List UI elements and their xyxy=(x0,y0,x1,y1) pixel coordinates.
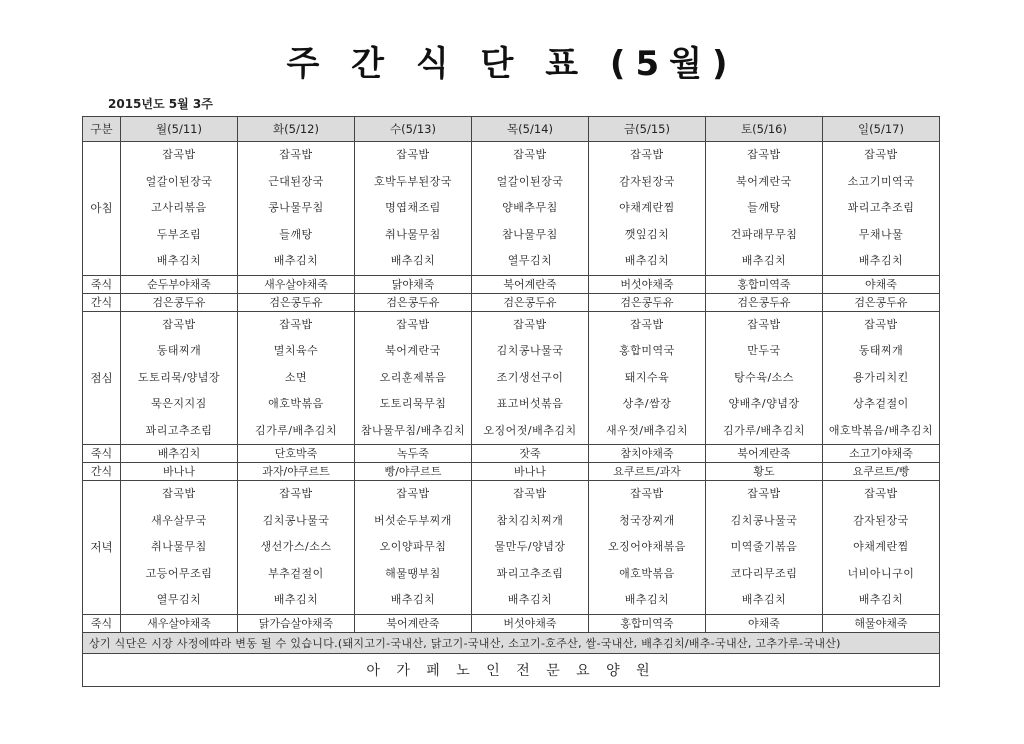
menu-item: 애호박볶음 xyxy=(619,566,675,580)
porridge-cell: 배추김치 xyxy=(121,445,238,463)
porridge-cell: 닭가슴살야채죽 xyxy=(238,614,355,632)
menu-item: 잡곡밥 xyxy=(279,487,313,500)
menu-cell xyxy=(589,481,706,615)
menu-cell xyxy=(355,481,472,615)
menu-item: 들깨탕 xyxy=(279,227,313,241)
snack-cell: 검은콩두유 xyxy=(589,293,706,311)
porridge-cell: 순두부야채죽 xyxy=(121,275,238,293)
menu-item: 해물땡부침 xyxy=(385,566,441,580)
menu-cell xyxy=(472,142,589,276)
menu-item: 도토리묵무침 xyxy=(379,397,447,410)
menu-item: 얼갈이된장국 xyxy=(145,174,213,188)
organization-row xyxy=(83,653,940,686)
menu-item: 배추김치 xyxy=(741,254,787,267)
menu-item: 상추/쌈장 xyxy=(622,397,672,410)
menu-item: 잡곡밥 xyxy=(864,487,898,500)
menu-item: 홍합미역국 xyxy=(619,344,675,357)
footnote: 상기 식단은 시장 사정에따라 변동 될 수 있습니다.(돼지고기-국내산, 닭고기-국내산, 소고기-호주산, 쌀-국내산, 배추김치/배추-국내산, 고추가루-국내산) xyxy=(83,632,940,653)
lunch-row xyxy=(83,311,940,445)
menu-item: 꽈리고추조림 xyxy=(496,566,564,580)
snack-cell: 빵/야쿠르트 xyxy=(355,463,472,481)
menu-item: 잡곡밥 xyxy=(630,148,664,161)
menu-item: 잡곡밥 xyxy=(162,148,196,161)
snack-cell: 검은콩두유 xyxy=(238,293,355,311)
menu-item: 두부조림 xyxy=(156,227,202,241)
porridge-cell: 닭야채죽 xyxy=(355,275,472,293)
menu-item: 배추김치 xyxy=(858,254,904,267)
menu-item: 취나물무침 xyxy=(385,227,441,241)
menu-item: 애호박볶음 xyxy=(268,397,324,410)
menu-item: 멸치육수 xyxy=(273,344,319,357)
menu-item: 버섯순두부찌개 xyxy=(374,513,452,527)
menu-item: 꽈리고추조림 xyxy=(145,423,213,437)
snack-cell: 황도 xyxy=(706,463,823,481)
menu-cell xyxy=(238,311,355,445)
menu-item: 잡곡밥 xyxy=(513,487,547,500)
porridge-cell: 북어계란죽 xyxy=(355,614,472,632)
menu-item: 잡곡밥 xyxy=(396,317,430,331)
menu-item: 잡곡밥 xyxy=(747,487,781,500)
menu-item: 만두국 xyxy=(747,344,781,357)
snack-cell: 검은콩두유 xyxy=(121,293,238,311)
menu-item: 잡곡밥 xyxy=(630,487,664,500)
menu-item: 참나물무침 xyxy=(502,227,558,241)
snack-cell: 검은콩두유 xyxy=(823,293,940,311)
weekly-menu-table xyxy=(82,116,940,687)
menu-item: 배추김치 xyxy=(507,593,553,606)
porridge-cell: 버섯야채죽 xyxy=(589,275,706,293)
day-header: 수(5/13) xyxy=(355,117,472,142)
menu-item: 열무김치 xyxy=(507,254,553,267)
category-header: 구분 xyxy=(83,117,121,142)
menu-item: 배추김치 xyxy=(624,593,670,606)
menu-item: 고사리볶음 xyxy=(151,201,207,214)
menu-item: 잡곡밥 xyxy=(513,317,547,331)
menu-item: 참치김치찌개 xyxy=(496,513,564,527)
menu-item: 용가리치킨 xyxy=(853,370,909,384)
menu-item: 무채나물 xyxy=(858,227,904,241)
menu-item: 생선가스/소스 xyxy=(260,540,332,553)
menu-item: 잡곡밥 xyxy=(162,317,196,331)
menu-item: 잡곡밥 xyxy=(396,148,430,161)
porridge-cell: 새우살야채죽 xyxy=(238,275,355,293)
menu-item: 야채계란찜 xyxy=(853,540,909,553)
menu-item: 김치콩나물국 xyxy=(262,513,330,527)
porridge-cell: 녹두죽 xyxy=(355,445,472,463)
porridge-cell: 단호박죽 xyxy=(238,445,355,463)
menu-item: 참나물무침/배추김치 xyxy=(360,423,466,437)
menu-item: 야채계란찜 xyxy=(619,201,675,214)
snack-morning-row xyxy=(83,293,940,311)
menu-item: 열무김치 xyxy=(156,593,202,606)
porridge-cell: 홍합미역죽 xyxy=(589,614,706,632)
meal-label-snack: 간식 xyxy=(83,293,121,311)
snack-cell: 검은콩두유 xyxy=(472,293,589,311)
menu-item: 동태찌개 xyxy=(156,344,202,357)
menu-item: 잡곡밥 xyxy=(747,148,781,161)
menu-item: 북어계란국 xyxy=(385,344,441,357)
menu-item: 배추김치 xyxy=(273,593,319,606)
porridge-cell: 야채죽 xyxy=(823,275,940,293)
porridge-cell: 야채죽 xyxy=(706,614,823,632)
snack-cell: 검은콩두유 xyxy=(706,293,823,311)
menu-item: 청국장찌개 xyxy=(619,513,675,527)
porridge-cell: 버섯야채죽 xyxy=(472,614,589,632)
menu-item: 묵은지지짐 xyxy=(151,397,207,410)
porridge-cell: 홍합미역죽 xyxy=(706,275,823,293)
menu-item: 잡곡밥 xyxy=(513,148,547,161)
menu-item: 돼지수육 xyxy=(624,370,670,384)
snack-cell: 검은콩두유 xyxy=(355,293,472,311)
day-header: 목(5/14) xyxy=(472,117,589,142)
menu-item: 깻잎김치 xyxy=(624,227,670,241)
menu-item: 소면 xyxy=(284,370,308,384)
menu-cell xyxy=(823,481,940,615)
menu-item: 새우살무국 xyxy=(151,513,207,527)
week-label: 2015년도 5월 3주 xyxy=(108,97,213,111)
menu-item: 오리훈제볶음 xyxy=(379,370,447,384)
porridge-dinner-row xyxy=(83,614,940,632)
porridge-lunch-row xyxy=(83,445,940,463)
menu-cell xyxy=(823,311,940,445)
breakfast-row xyxy=(83,142,940,276)
menu-cell xyxy=(472,481,589,615)
menu-item: 잡곡밥 xyxy=(864,317,898,331)
menu-item: 명엽채조림 xyxy=(385,201,441,214)
menu-item: 오징어젓/배추김치 xyxy=(483,423,577,437)
menu-item: 양배추/양념장 xyxy=(728,397,800,410)
porridge-cell: 소고기야채죽 xyxy=(823,445,940,463)
porridge-cell: 참치야채죽 xyxy=(589,445,706,463)
menu-item: 배추김치 xyxy=(624,254,670,267)
porridge-cell: 해물야채죽 xyxy=(823,614,940,632)
menu-cell xyxy=(706,142,823,276)
meal-label-dinner: 저녁 xyxy=(83,481,121,615)
menu-cell xyxy=(355,142,472,276)
menu-item: 조기생선구이 xyxy=(496,370,564,384)
dinner-row xyxy=(83,481,940,615)
meal-label-lunch: 점심 xyxy=(83,311,121,445)
menu-item: 김가루/배추김치 xyxy=(722,423,806,437)
menu-item: 표고버섯볶음 xyxy=(496,397,564,410)
menu-item: 상추겉절이 xyxy=(853,397,909,410)
menu-item: 잡곡밥 xyxy=(396,487,430,500)
meal-label-breakfast: 아침 xyxy=(83,142,121,276)
menu-item: 고등어무조림 xyxy=(145,566,213,580)
menu-item: 배추김치 xyxy=(858,593,904,606)
menu-item: 탕수육/소스 xyxy=(734,370,794,384)
menu-cell xyxy=(121,142,238,276)
snack-cell: 과자/야쿠르트 xyxy=(238,463,355,481)
porridge-cell: 북어계란죽 xyxy=(706,445,823,463)
menu-item: 호박두부된장국 xyxy=(374,174,452,188)
menu-item: 감자된장국 xyxy=(853,513,909,527)
menu-item: 애호박볶음/배추김치 xyxy=(828,423,934,437)
menu-cell xyxy=(121,311,238,445)
menu-cell xyxy=(238,142,355,276)
snack-cell: 요쿠르트/과자 xyxy=(589,463,706,481)
menu-item: 북어계란국 xyxy=(736,174,792,188)
menu-item: 배추김치 xyxy=(741,593,787,606)
menu-item: 잡곡밥 xyxy=(747,317,781,331)
meal-label-snack: 간식 xyxy=(83,463,121,481)
menu-item: 꽈리고추조림 xyxy=(847,201,915,214)
meal-label-porridge: 죽식 xyxy=(83,614,121,632)
menu-item: 새우젓/배추김치 xyxy=(605,423,689,437)
menu-item: 도토리묵/양념장 xyxy=(137,370,221,384)
porridge-morning-row xyxy=(83,275,940,293)
menu-item: 얼갈이된장국 xyxy=(496,174,564,188)
menu-item: 오징어야채볶음 xyxy=(608,540,686,553)
menu-cell xyxy=(238,481,355,615)
day-header: 금(5/15) xyxy=(589,117,706,142)
menu-item: 배추김치 xyxy=(390,593,436,606)
menu-item: 양배추무침 xyxy=(502,201,558,214)
day-header: 일(5/17) xyxy=(823,117,940,142)
menu-cell xyxy=(472,311,589,445)
snack-cell: 바나나 xyxy=(472,463,589,481)
menu-item: 배추김치 xyxy=(156,254,202,267)
snack-cell: 바나나 xyxy=(121,463,238,481)
meal-label-porridge: 죽식 xyxy=(83,275,121,293)
menu-item: 잡곡밥 xyxy=(864,148,898,161)
menu-cell xyxy=(706,311,823,445)
menu-item: 김가루/배추김치 xyxy=(254,423,338,437)
menu-item: 김치콩나물국 xyxy=(730,513,798,527)
porridge-cell: 북어계란죽 xyxy=(472,275,589,293)
menu-item: 감자된장국 xyxy=(619,174,675,188)
menu-item: 소고기미역국 xyxy=(847,174,915,188)
menu-item: 오이양파무침 xyxy=(379,540,447,553)
menu-item: 너비아니구이 xyxy=(847,566,915,580)
menu-cell xyxy=(355,311,472,445)
day-header: 화(5/12) xyxy=(238,117,355,142)
menu-cell xyxy=(589,311,706,445)
menu-item: 미역줄기볶음 xyxy=(730,540,798,553)
porridge-cell: 잣죽 xyxy=(472,445,589,463)
footnote-row xyxy=(83,632,940,653)
menu-item: 잡곡밥 xyxy=(630,317,664,331)
menu-item: 동태찌개 xyxy=(858,344,904,357)
menu-cell xyxy=(589,142,706,276)
menu-item: 취나물무침 xyxy=(151,540,207,553)
menu-item: 들깨탕 xyxy=(747,201,781,214)
menu-item: 잡곡밥 xyxy=(279,148,313,161)
menu-item: 김치콩나물국 xyxy=(496,344,564,357)
menu-item: 콩나물무침 xyxy=(268,201,324,214)
menu-item: 물만두/양념장 xyxy=(494,540,566,553)
menu-item: 배추김치 xyxy=(390,254,436,267)
snack-cell: 요쿠르트/빵 xyxy=(823,463,940,481)
day-header: 월(5/11) xyxy=(121,117,238,142)
menu-item: 잡곡밥 xyxy=(279,317,313,331)
menu-item: 배추김치 xyxy=(273,254,319,267)
snack-afternoon-row xyxy=(83,463,940,481)
page-title: 주 간 식 단 표 (5월) xyxy=(286,44,738,84)
menu-cell xyxy=(706,481,823,615)
menu-item: 잡곡밥 xyxy=(162,487,196,500)
header-row xyxy=(83,117,940,142)
menu-item: 부추겉절이 xyxy=(268,566,324,580)
menu-item: 코다리무조림 xyxy=(730,566,798,580)
day-header: 토(5/16) xyxy=(706,117,823,142)
meal-label-porridge: 죽식 xyxy=(83,445,121,463)
menu-item: 근대된장국 xyxy=(268,174,324,188)
organization-name: 아 가 페 노 인 전 문 요 양 원 xyxy=(83,653,940,686)
menu-cell xyxy=(823,142,940,276)
porridge-cell: 새우살야채죽 xyxy=(121,614,238,632)
menu-cell xyxy=(121,481,238,615)
menu-item: 건파래무무침 xyxy=(730,227,798,241)
